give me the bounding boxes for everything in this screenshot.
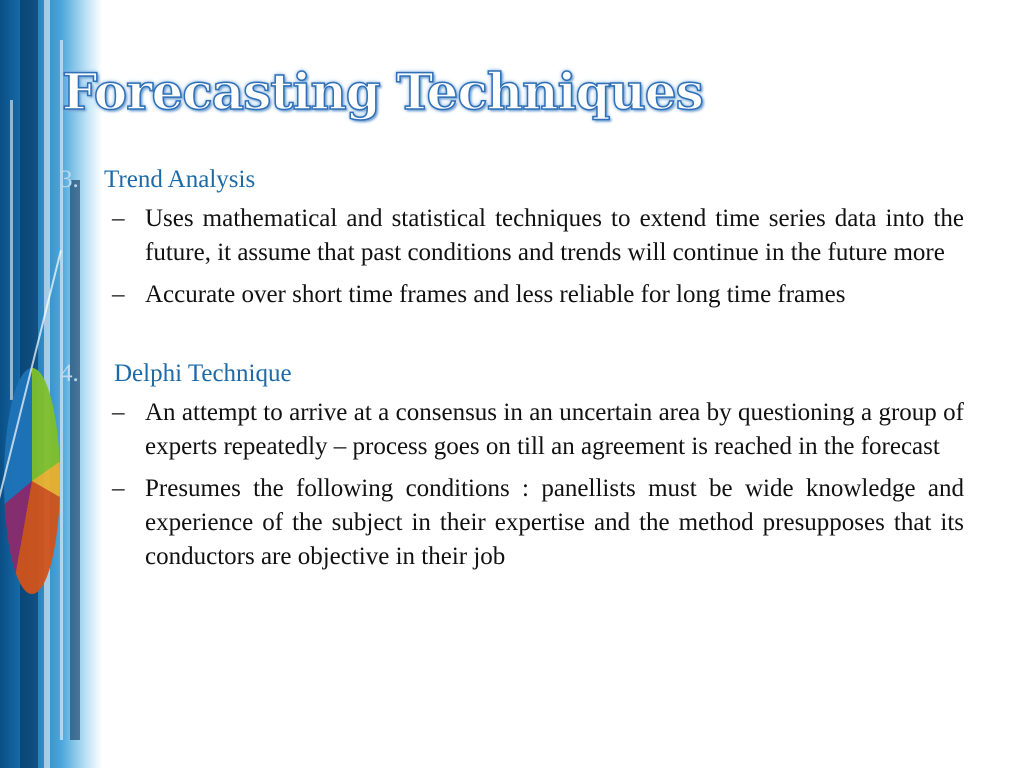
section-number: 4. [60, 360, 79, 387]
slide-content [60, 162, 964, 582]
bullet-text: Uses mathematical and statistical techniques to extend time series data into the future, it assume that past conditions and trends will continue in the future more [145, 205, 964, 266]
bullet-list [60, 202, 964, 312]
bullet-dash: – [112, 399, 125, 426]
list-item [60, 472, 964, 574]
section-title: Delphi Technique [114, 360, 292, 387]
bullet-text: Presumes the following conditions : panellists must be wide knowledge and experience of the subject in their expertise and the method presupposes that its conductors are objective in their job [145, 475, 964, 570]
pie-graphic-icon [4, 368, 60, 594]
section-number: 3. [60, 166, 79, 193]
bullet-dash: – [112, 475, 125, 502]
bullet-text: An attempt to arrive at a consensus in an uncertain area by questioning a group of experts repeatedly – process goes on till an agreement is reached in the forecast [145, 399, 964, 460]
bullet-dash: – [112, 281, 125, 308]
list-item [60, 396, 964, 464]
section-heading-delphi-technique [60, 356, 964, 392]
list-item [60, 202, 964, 270]
bullet-dash: – [112, 205, 125, 232]
section-heading-trend-analysis [60, 162, 964, 198]
bullet-text: Accurate over short time frames and less reliable for long time frames [145, 281, 846, 308]
list-item [60, 278, 964, 312]
bullet-list [60, 396, 964, 574]
section-title: Trend Analysis [104, 166, 256, 193]
slide-title: Forecasting Techniques [62, 62, 703, 121]
